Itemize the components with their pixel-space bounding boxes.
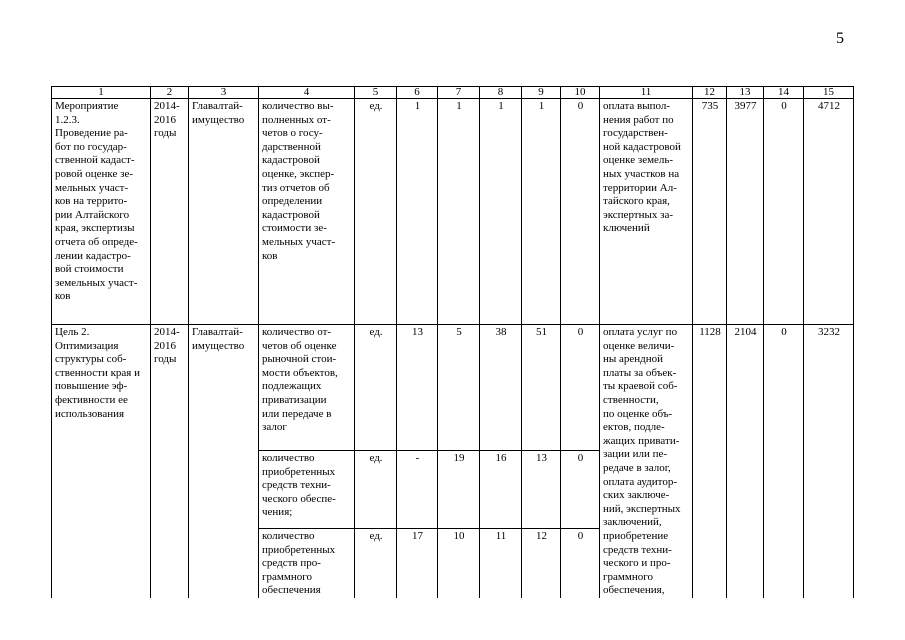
unit-cell: ед. [355, 451, 397, 529]
column-number: 4 [259, 87, 355, 99]
unit-cell: ед. [355, 325, 397, 451]
value-cell: 1 [438, 99, 480, 325]
page-number: 5 [836, 30, 844, 47]
value-cell: 16 [480, 451, 522, 529]
value-cell: 0 [561, 99, 600, 325]
value-cell: 12 [522, 529, 561, 598]
table-row [52, 99, 854, 325]
column-number: 1 [52, 87, 151, 99]
value-cell: 0 [561, 529, 600, 598]
funding-value-cell: 4712 [804, 99, 854, 325]
column-number: 5 [355, 87, 397, 99]
column-number: 3 [189, 87, 259, 99]
column-number: 11 [600, 87, 693, 99]
funding-value-cell: 735 [693, 99, 727, 325]
value-cell: 1 [480, 99, 522, 325]
column-number: 7 [438, 87, 480, 99]
value-cell: 10 [438, 529, 480, 598]
value-cell: 5 [438, 325, 480, 451]
column-number: 10 [561, 87, 600, 99]
period-cell: 2014- 2016 годы [151, 99, 189, 325]
value-cell: 0 [561, 451, 600, 529]
funding-description-cell: оплата услуг по оценке величи- ны арендной платы за объек- ты краевой соб- ственности, по оценке объ- ектов, подле- жащих привати- зации или пе- редаче в залог, оплата аудитор- ских заключе- ний, экспертных заключений, приобретение средств техни- ческого и про- граммного обеспечения, [600, 325, 693, 598]
value-cell: 0 [561, 325, 600, 451]
value-cell: - [397, 451, 438, 529]
column-number: 12 [693, 87, 727, 99]
funding-value-cell: 1128 [693, 325, 727, 598]
indicator-cell: количество приобретенных средств про- граммного обеспечения [259, 529, 355, 598]
value-cell: 1 [522, 99, 561, 325]
event-cell: Цель 2. Оптимизация структуры соб- ственности края и повышение эф- фективности ее использования [52, 325, 151, 598]
column-number: 15 [804, 87, 854, 99]
table-row [52, 325, 854, 451]
event-cell: Мероприятие 1.2.3. Проведение ра- бот по государ- ственной кадаст- ровой оценке зе- мельных участ- ков на террито- рии Алтайского края, экспертизы отчета об опреде- лении кадастро- вой стоимости земельных участ- ков [52, 99, 151, 325]
funding-value-cell: 3977 [727, 99, 764, 325]
funding-value-cell: 3232 [804, 325, 854, 598]
table-header-row [52, 87, 854, 99]
value-cell: 51 [522, 325, 561, 451]
program-table [51, 86, 854, 598]
funding-value-cell: 2104 [727, 325, 764, 598]
column-number: 9 [522, 87, 561, 99]
value-cell: 17 [397, 529, 438, 598]
column-number: 8 [480, 87, 522, 99]
column-number: 2 [151, 87, 189, 99]
value-cell: 38 [480, 325, 522, 451]
value-cell: 19 [438, 451, 480, 529]
executor-cell: Главалтай- имущество [189, 325, 259, 598]
indicator-cell: количество вы- полненных от- четов о госу- дарственной кадастровой оценке, экспер- тиз отчетов об определении кадастровой стоимости зе- мельных участ- ков [259, 99, 355, 325]
funding-description-cell: оплата выпол- нения работ по государствен- ной кадастровой оценке земель- ных участков на территории Ал- тайского края, экспертных за- ключений [600, 99, 693, 325]
value-cell: 1 [397, 99, 438, 325]
funding-value-cell: 0 [764, 325, 804, 598]
column-number: 13 [727, 87, 764, 99]
unit-cell: ед. [355, 99, 397, 325]
column-number: 6 [397, 87, 438, 99]
value-cell: 13 [522, 451, 561, 529]
period-cell: 2014- 2016 годы [151, 325, 189, 598]
indicator-cell: количество от- четов об оценке рыночной стои- мости объектов, подлежащих приватизации или передаче в залог [259, 325, 355, 451]
value-cell: 11 [480, 529, 522, 598]
value-cell: 13 [397, 325, 438, 451]
indicator-cell: количество приобретенных средств техни- ческого обеспе- чения; [259, 451, 355, 529]
unit-cell: ед. [355, 529, 397, 598]
column-number: 14 [764, 87, 804, 99]
funding-value-cell: 0 [764, 99, 804, 325]
executor-cell: Главалтай- имущество [189, 99, 259, 325]
